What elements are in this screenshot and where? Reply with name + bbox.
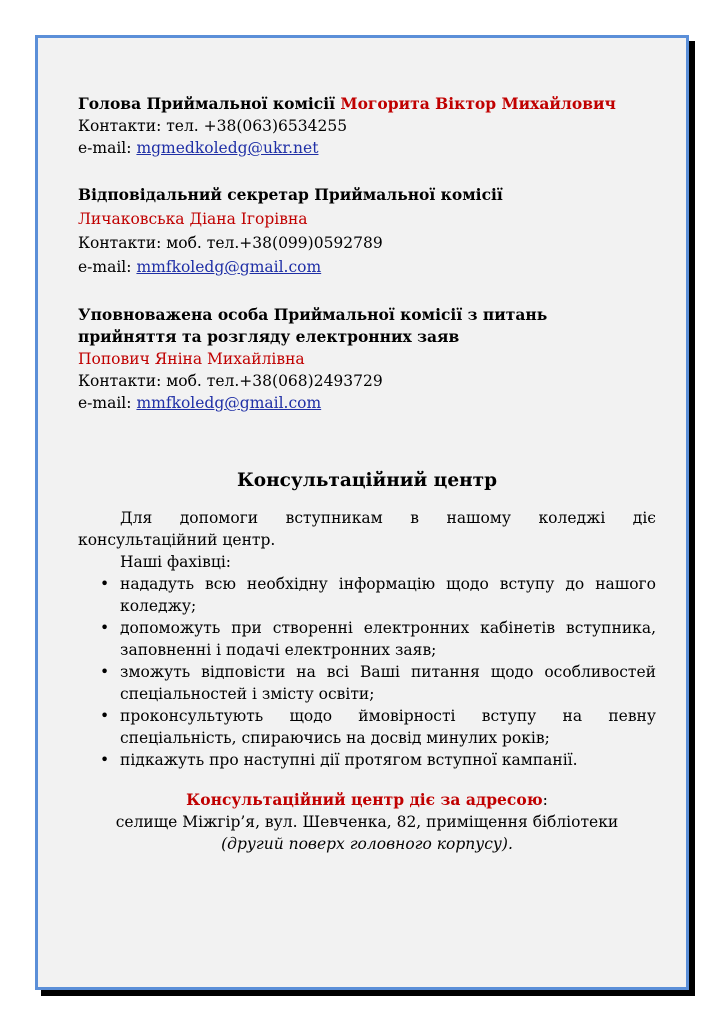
bullet-icon: • bbox=[100, 663, 110, 681]
head-email-row bbox=[78, 137, 656, 159]
bullet-text: підкажуть про наступні дії протягом вступної кампанії. bbox=[120, 751, 578, 769]
bullet-icon: • bbox=[100, 575, 110, 593]
head-email-link[interactable]: mgmedkoledg@ukr.net bbox=[136, 139, 319, 157]
head-contacts: Контакти: тел. +38(063)6534255 bbox=[78, 117, 348, 135]
address-line: селище Міжгір’я, вул. Шевченка, 82, приміщення бібліотеки bbox=[115, 813, 619, 831]
document-content bbox=[78, 93, 656, 855]
bullet-text: проконсультують щодо ймовірності вступу на певну спеціальність, спираючись на досвід минулих років; bbox=[120, 707, 656, 747]
address-colon: : bbox=[542, 791, 548, 809]
list-item bbox=[78, 661, 656, 705]
address-heading-row bbox=[78, 789, 656, 811]
list-item bbox=[78, 749, 656, 771]
authorized-email-label: e-mail: bbox=[78, 394, 132, 412]
list-item bbox=[78, 705, 656, 749]
center-title: Консультаційний центр bbox=[236, 470, 498, 491]
authorized-email-row bbox=[78, 392, 656, 414]
bullet-text: нададуть всю необхідну інформацію щодо вступу до нашого коледжу; bbox=[120, 575, 656, 615]
secretary-role: Відповідальний секретар Приймальної комісії bbox=[78, 185, 503, 204]
bullet-icon: • bbox=[100, 751, 110, 769]
center-specialists-label: Наші фахівці: bbox=[120, 553, 231, 571]
head-name: Могорита Віктор Михайлович bbox=[340, 94, 616, 113]
authorized-role-line2: прийняття та розгляду електронних заяв bbox=[78, 327, 460, 346]
authorized-contacts: Контакти: моб. тел.+38(068)2493729 bbox=[78, 372, 383, 390]
center-bullet-list bbox=[78, 573, 656, 771]
head-role: Голова Приймальної комісії bbox=[78, 94, 336, 113]
bullet-icon: • bbox=[100, 707, 110, 725]
authorized-role-line1: Уповноважена особа Приймальної комісії з питань bbox=[78, 305, 548, 324]
address-block bbox=[78, 789, 656, 855]
authorized-name: Попович Яніна Михайлівна bbox=[78, 350, 305, 368]
address-heading: Консультаційний центр діє за адресою bbox=[186, 790, 543, 809]
secretary-email-row bbox=[78, 256, 656, 278]
secretary-name: Личаковська Діана Ігорівна bbox=[78, 210, 308, 228]
bullet-text: допоможуть при створенні електронних кабінетів вступника, заповненні і подачі електронних заяв; bbox=[120, 619, 656, 659]
authorized-email-link[interactable]: mmfkoledg@gmail.com bbox=[136, 394, 322, 412]
list-item bbox=[78, 573, 656, 617]
head-block-title bbox=[78, 93, 656, 115]
address-note: (другий поверх головного корпусу). bbox=[221, 835, 513, 853]
bullet-text: зможуть відповісти на всі Ваші питання щодо особливостей спеціальностей і змісту освіти; bbox=[120, 663, 656, 703]
secretary-contacts: Контакти: моб. тел.+38(099)0592789 bbox=[78, 234, 383, 252]
center-intro-line1: Для допомоги вступникам в нашому коледжі діє bbox=[120, 509, 656, 527]
head-email-label: e-mail: bbox=[78, 139, 132, 157]
bullet-icon: • bbox=[100, 619, 110, 637]
list-item bbox=[78, 617, 656, 661]
secretary-email-label: e-mail: bbox=[78, 258, 132, 276]
secretary-email-link[interactable]: mmfkoledg@gmail.com bbox=[136, 258, 322, 276]
center-intro-line2: консультаційний центр. bbox=[78, 531, 276, 549]
